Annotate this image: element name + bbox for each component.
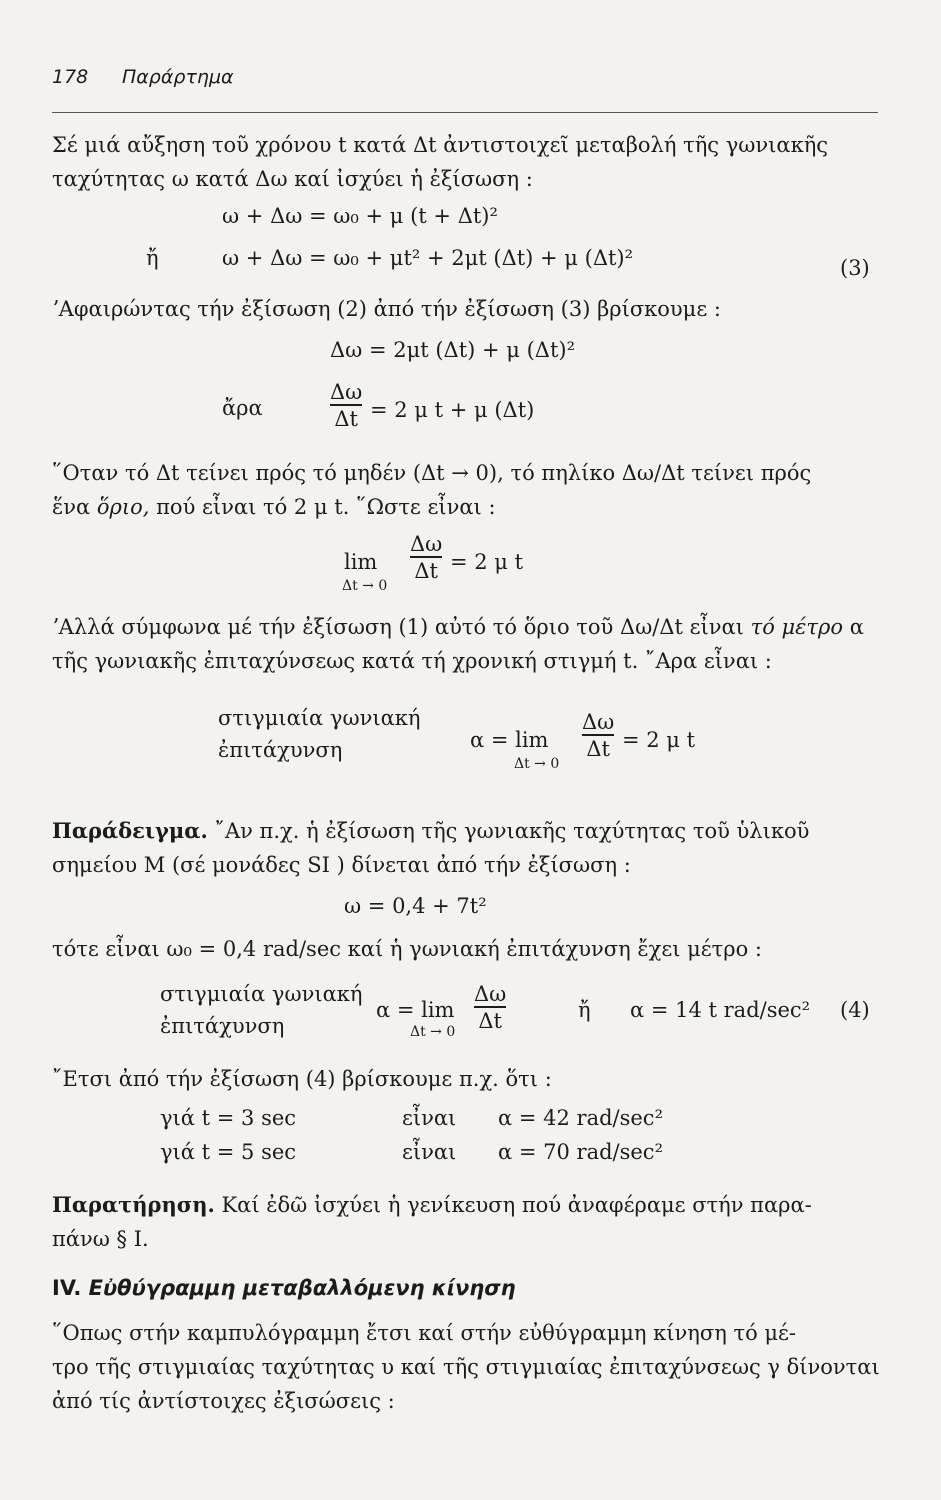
para2: ʼΑφαιρώντας τήν ἐξίσωση (2) ἀπό τήν ἐξίσωση (3) βρίσκουμε : xyxy=(52,297,721,321)
fraction-denominator: Δt xyxy=(478,1008,502,1033)
fraction-numerator: Δω xyxy=(330,380,363,404)
equation-8-fraction xyxy=(474,982,506,1034)
fraction-denominator: Δt xyxy=(334,406,358,431)
para4-text-c: α xyxy=(843,615,864,639)
para5: τότε εἶναι ω₀ = 0,4 rad/sec καί ἡ γωνιακή ἐπιτάχυνση ἔχει μέτρο : xyxy=(52,937,763,961)
equation-4-rhs: = 2 μ t + μ (Δt) xyxy=(370,398,535,422)
equation-2-prefix: ἤ xyxy=(146,246,159,270)
section-number: IV. xyxy=(52,1276,82,1300)
para4-text-a: ʼΑλλά σύμφωνα μέ τήν ἐξίσωση (1) αὐτό τό ὅριο τοῦ Δω/Δt εἶναι xyxy=(52,615,751,639)
equation-3: Δω = 2μt (Δt) + μ (Δt)² xyxy=(330,338,576,362)
para3-line2 xyxy=(52,490,496,524)
equation-1: ω + Δω = ω₀ + μ (t + Δt)² xyxy=(222,204,498,228)
para1-line2: ταχύτητας ω κατά Δω καί ἰσχύει ἡ ἐξίσωση : xyxy=(52,167,533,191)
para3-text-a: ἕνα xyxy=(52,495,97,519)
section-heading xyxy=(52,1276,516,1300)
para4-line2: τῆς γωνιακῆς ἐπιταχύνσεως κατά τή χρονική στιγμή t. ῎Αρα εἶναι : xyxy=(52,649,772,673)
equation-6-rhs: = 2 μ t xyxy=(622,728,696,752)
example-line1 xyxy=(52,814,809,848)
row-2-result: α = 70 rad/sec² xyxy=(498,1140,663,1164)
equation-8-lim-subscript: Δt → 0 xyxy=(410,1024,456,1040)
fraction-numerator: Δω xyxy=(410,532,443,556)
equation-8-rhs: α = 14 t rad/sec² xyxy=(630,998,811,1022)
equation-5-rhs: = 2 μ t xyxy=(450,550,524,574)
fraction-numerator: Δω xyxy=(582,710,615,734)
equation-7: ω = 0,4 + 7t² xyxy=(344,894,487,918)
equation-8-label-1: στιγμιαία γωνιακή xyxy=(160,982,363,1006)
page-number: 178 xyxy=(52,66,89,88)
equation-6-label-1: στιγμιαία γωνιακή xyxy=(218,706,421,730)
row-1-condition: γιά t = 3 sec xyxy=(160,1106,297,1130)
row-2-verb: εἶναι xyxy=(402,1140,457,1164)
para4-italic-term: τό μέτρο xyxy=(750,615,844,639)
equation-8-label-2: ἐπιτάχυνση xyxy=(160,1014,285,1038)
equation-2-number: (3) xyxy=(840,256,870,280)
para7-line3: ἀπό τίς ἀντίστοιχες ἐξισώσεις : xyxy=(52,1389,395,1413)
remark-line2: πάνω § I. xyxy=(52,1227,149,1251)
remark-text: Καί ἐδῶ ἰσχύει ἡ γενίκευση πού ἀναφέραμε στήν παρα- xyxy=(214,1193,812,1217)
para3-line1: ῞Οταν τό Δt τείνει πρός τό μηδέν (Δt → 0), τό πηλίκο Δω/Δt τείνει πρός xyxy=(52,461,812,485)
row-2-condition: γιά t = 5 sec xyxy=(160,1140,297,1164)
equation-8-number: (4) xyxy=(840,998,870,1022)
equation-6-fraction xyxy=(582,710,614,762)
running-header-title: Παράρτημα xyxy=(122,66,234,88)
row-1-verb: εἶναι xyxy=(402,1106,457,1130)
para3-italic-term: ὅριο, xyxy=(96,495,150,519)
equation-4-fraction xyxy=(330,380,362,432)
equation-5-lim-subscript: Δt → 0 xyxy=(342,578,388,594)
equation-8-or: ἤ xyxy=(578,998,591,1022)
example-text: ῎Αν π.χ. ἡ ἐξίσωση τῆς γωνιακῆς ταχύτητας τοῦ ὑλικοῦ xyxy=(207,819,810,843)
equation-6-lim-subscript: Δt → 0 xyxy=(514,756,560,772)
fraction-denominator: Δt xyxy=(586,736,610,761)
para4-line1 xyxy=(52,610,864,644)
equation-5-lim: lim xyxy=(344,550,378,574)
equation-5-fraction xyxy=(410,532,442,584)
para7-line2: τρο τῆς στιγμιαίας ταχύτητας υ καί τῆς στιγμιαίας ἐπιταχύνσεως γ δίνονται xyxy=(52,1355,880,1379)
remark-line1 xyxy=(52,1188,812,1222)
para3-text-c: πού εἶναι τό 2 μ t. ῞Ωστε εἶναι : xyxy=(149,495,496,519)
fraction-numerator: Δω xyxy=(474,982,507,1006)
para7-line1: ῞Οπως στήν καμπυλόγραμμη ἔτσι καί στήν εὐθύγραμμη κίνηση τό μέ- xyxy=(52,1321,797,1345)
para1-line1: Σέ μιά αὔξηση τοῦ χρόνου t κατά Δt ἀντιστοιχεῖ μεταβολή τῆς γωνιακῆς xyxy=(52,133,829,157)
equation-6-label-2: ἐπιτάχυνση xyxy=(218,738,343,762)
equation-4-prefix: ἄρα xyxy=(222,396,263,420)
section-title: Εὐθύγραμμη μεταβαλλόμενη κίνηση xyxy=(81,1276,516,1300)
equation-2: ω + Δω = ω₀ + μt² + 2μt (Δt) + μ (Δt)² xyxy=(222,246,634,270)
header-rule xyxy=(52,112,878,113)
example-line2: σημείου M (σέ μονάδες SI ) δίνεται ἀπό τήν ἐξίσωση : xyxy=(52,853,631,877)
fraction-denominator: Δt xyxy=(414,558,438,583)
equation-6-lhs: α = lim xyxy=(470,728,549,752)
para6: ῎Ετσι ἀπό τήν ἐξίσωση (4) βρίσκουμε π.χ. ὅτι : xyxy=(52,1067,552,1091)
remark-title: Παρατήρηση. xyxy=(52,1192,215,1217)
row-1-result: α = 42 rad/sec² xyxy=(498,1106,663,1130)
example-title: Παράδειγμα. xyxy=(52,818,208,843)
equation-8-lhs: α = lim xyxy=(376,998,455,1022)
